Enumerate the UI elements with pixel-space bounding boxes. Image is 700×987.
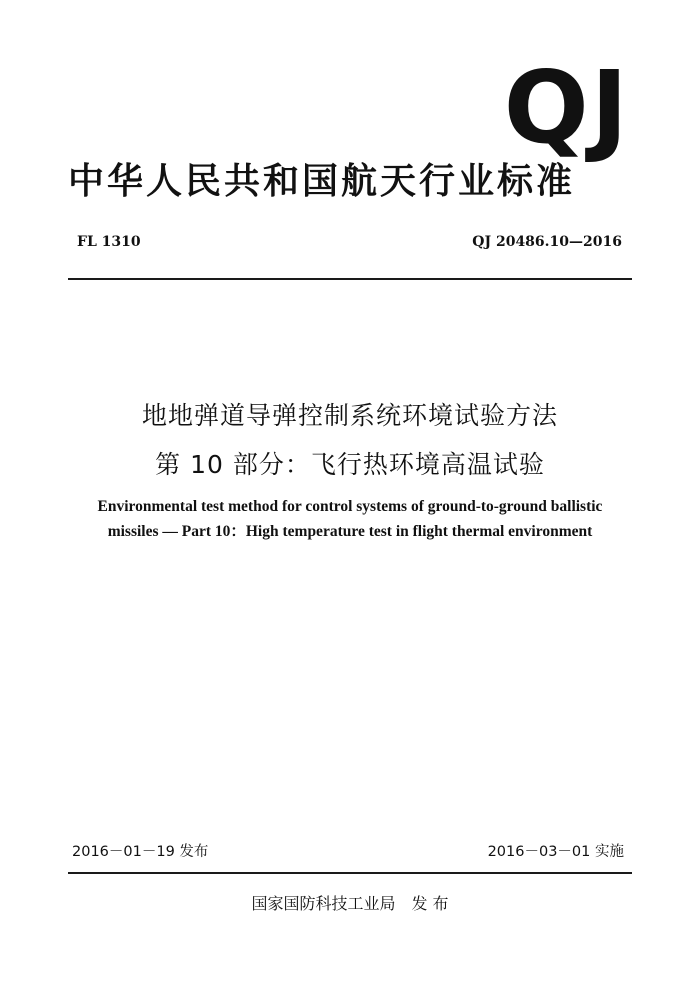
english-title-line-1: Environmental test method for control systems of ground-to-ground ballistic xyxy=(97,498,603,515)
chinese-title-line-2: 第 10 部分：飞行热环境高温试验 xyxy=(155,450,545,479)
issuing-authority xyxy=(0,893,700,915)
issuing-authority-name: 国家国防科技工业局 xyxy=(251,894,396,913)
issuing-action: 发 布 xyxy=(411,894,449,913)
english-title-line-2: missiles — Part 10：High temperature test in flight thermal environment xyxy=(107,523,593,540)
classification-code xyxy=(77,233,141,251)
effective-date: 2016－03－01 实施 xyxy=(487,844,624,860)
qj-logo: QJ xyxy=(503,49,630,166)
publication-date: 2016－01－19 发布 xyxy=(72,844,209,860)
classification-code-text: FL 1310 xyxy=(77,234,141,250)
bottom-divider xyxy=(68,872,632,874)
standard-number-text: QJ 20486.10—2016 xyxy=(472,234,622,250)
chinese-title-line-1: 地地弹道导弹控制系统环境试验方法 xyxy=(141,401,558,430)
industry-standard-heading: 中华人民共和国航天行业标准 xyxy=(68,161,576,202)
standard-number xyxy=(472,233,622,251)
top-divider xyxy=(68,278,632,280)
